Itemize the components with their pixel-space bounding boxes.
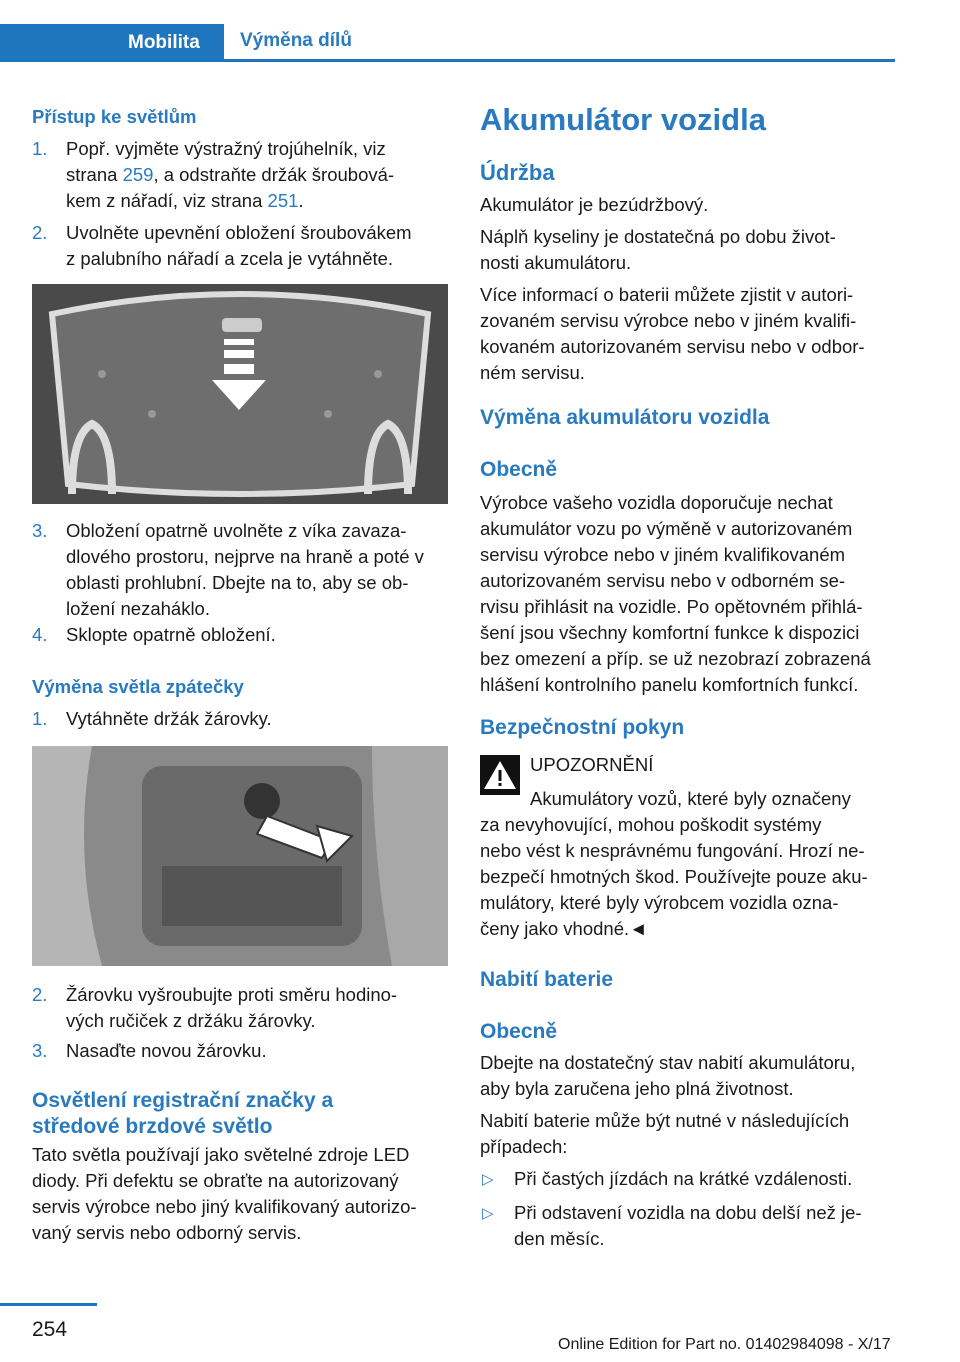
step-text: Obložení opatrně uvolněte z víka zavaza- dlového prostoru, nejprve na hraně a poté v oblasti prohlubní. Dbejte na to, aby se ob- ložení nezaháklo. (66, 520, 424, 619)
bullet-triangle-icon: ▷ (482, 1171, 494, 1188)
heading-general: Obecně (480, 458, 558, 481)
heading-battery-charging: Nabití baterie (480, 968, 614, 991)
heading-access-lights: Přístup ke světlům (32, 106, 197, 127)
page-link[interactable]: 259 (122, 164, 154, 185)
step-number: 3. (32, 520, 48, 541)
plate-light-text: Tato světla používají jako světelné zdroje LED diody. Při defektu se obraťte na autorizovaný servis výrobce nebo jiný kvalifikovaný autorizo- vaný servis nebo odborný servis. (32, 1144, 417, 1243)
heading-general: Obecně (480, 1020, 558, 1043)
tab-vymena-dilu[interactable]: Výměna dílů (240, 30, 352, 51)
heading-safety-note: Bezpečnostní pokyn (480, 716, 685, 739)
step-text: Žárovku vyšroubujte proti směru hodino- vých ručiček z držáku žárovky. (66, 984, 398, 1031)
trunk-lid-lining-image (32, 284, 448, 504)
step-number: 2. (32, 984, 48, 1005)
step-number: 1. (32, 138, 48, 159)
footer-rule (0, 1303, 97, 1306)
tab-mobilita[interactable]: Mobilita (0, 24, 224, 62)
heading-reverse-light: Výměna světla zpátečky (32, 676, 244, 697)
list-item: Při odstavení vozidla na dobu delší než je- den měsíc. (514, 1202, 862, 1249)
heading-plate-light: Osvětlení registrační značky a středové brzdové světlo (32, 1089, 334, 1138)
page-header (0, 0, 895, 62)
step-text: Nasaďte novou žárovku. (66, 1040, 267, 1061)
list-item: Při častých jízdách na krátké vzdálenosti. (514, 1168, 853, 1189)
warning-title: UPOZORNĚNÍ (530, 754, 654, 775)
step-number: 4. (32, 624, 48, 645)
general-text: Výrobce vašeho vozidla doporučuje nechat akumulátor vozu po výměně v autorizovaném servisu výrobce nebo v jiném kvalifikovaném autorizovaném servisu nebo v odborném se- rvisu přihlásit na vozidle. Po opětovném přihlá- šení jsou všechny komfortní funkce k dispozici bez omezení a příp. se už nezobrazí zobrazená hlášení kontrolního panelu komfortních funkcí. (480, 492, 871, 695)
bullet-triangle-icon: ▷ (482, 1205, 494, 1222)
maintenance-text: Více informací o baterii můžete zjistit v autori- zovaném servisu výrobce nebo v jiném kvalifi- kovaném autorizovaném servisu nebo v odbor- ném servisu. (480, 284, 865, 383)
warning-icon (480, 755, 520, 800)
maintenance-text: Náplň kyseliny je dostatečná po dobu život- nosti akumulátoru. (480, 226, 836, 273)
step-text: Uvolněte upevnění obložení šroubovákem z palubního nářadí a zcela je vytáhněte. (66, 222, 412, 269)
step-text: Sklopte opatrně obložení. (66, 624, 276, 645)
warning-text: Akumulátory vozů, které byly označeny (530, 788, 851, 809)
step-number: 1. (32, 708, 48, 729)
heading-maintenance: Údržba (480, 160, 555, 185)
edition-note: Online Edition for Part no. 01402984098 - X/17 (558, 1336, 891, 1353)
heading-battery: Akumulátor vozidla (480, 102, 766, 137)
charging-text: Nabití baterie může být nutné v následujících případech: (480, 1110, 850, 1157)
step-text: Popř. vyjměte výstražný trojúhelník, viz strana 259, a odstraňte držák šroubová- kem z nářadí, viz strana 251. (66, 138, 395, 211)
step-text: Vytáhněte držák žárovky. (66, 708, 272, 729)
warning-text: za nevyhovující, mohou poškodit systémy nebo vést k nesprávnému fungování. Hrozí ne- bezpečí hmotných škod. Používejte pouze aku- mulátory, které byly výrobcem vozidla ozna- čeny jako vhodné.◄ (480, 814, 868, 939)
heading-battery-replacement: Výměna akumulátoru vozidla (480, 406, 770, 429)
step-number: 3. (32, 1040, 48, 1061)
step-number: 2. (32, 222, 48, 243)
page-link[interactable]: 251 (267, 190, 299, 211)
header-rule (224, 59, 895, 62)
bulb-holder-image (32, 746, 448, 966)
page-number: 254 (32, 1318, 68, 1341)
maintenance-text: Akumulátor je bezúdržbový. (480, 194, 709, 215)
charging-text: Dbejte na dostatečný stav nabití akumulátoru, aby byla zaručena jeho plná životnost. (480, 1052, 856, 1099)
